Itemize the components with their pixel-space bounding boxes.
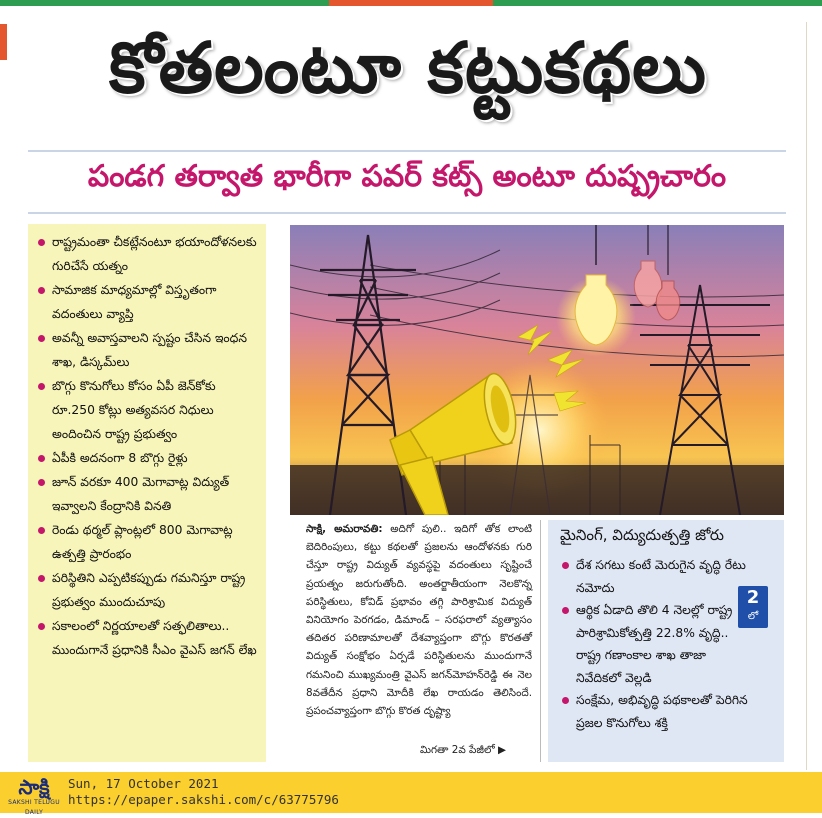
key-points-list	[28, 224, 266, 662]
footer-date: Sun, 17 October 2021	[68, 776, 219, 791]
page-badge-number: 2	[746, 587, 760, 608]
sakshi-logo	[6, 775, 62, 816]
ground	[290, 465, 784, 515]
footer-info	[68, 776, 339, 808]
key-points-box	[28, 224, 266, 762]
logo-tagline: SAKSHI TELUGU DAILY	[8, 799, 60, 816]
side-accent-bar	[0, 24, 7, 60]
footer-bar	[0, 772, 822, 816]
top-strip-segment	[329, 0, 493, 6]
continued-on-page[interactable]: మిగతా 2వ పేజీలో ▶	[420, 744, 506, 756]
footer-url[interactable]: https://epaper.sakshi.com/c/63775796	[68, 792, 339, 807]
key-point: రెండు థర్మల్ ప్లాంట్లలో 800 మెగావాట్ల ఉత్పత్తి ప్రారంభం	[36, 518, 260, 566]
key-point: పరిస్థితిని ఎప్పటికప్పుడు గమనిస్తూ రాష్ట్ర ప్రభుత్వం ముందుచూపు	[36, 566, 260, 614]
page-badge-suffix: లో	[747, 611, 759, 622]
power-lines-photo	[290, 225, 784, 515]
right-column-rule	[806, 22, 807, 770]
info-box	[548, 520, 784, 762]
subheadline: పండగ తర్వాత భారీగా పవర్ కట్స్ అంటూ దుష్ప్రచారం	[87, 159, 727, 194]
article-text: అదిగో పులి.. ఇదిగో తోక లాంటి బెదిరింపులు, కట్టు కథలతో ప్రజలను ఆందోళనకు గురి చేస్తూ రాష్ట్ర విద్యుత్ వ్యవస్థపై వదంతులు సృష్టించే ప్రయత్నం జరుగుతోంది. అంతర్జాతీయంగా నెలకొన్న పరిస్థితులు, కోవిడ్ ప్రభావం తగ్గి పారిశ్రామిక విద్యుత్ వినియోగం పెరగడం, డిమాండ్ – సరఫరాలో వ్యత్యాసం తదితర పరిణామాలతో దేశవ్యాప్తంగా బొగ్గు కొరతతో విద్యుత్ సంక్షోభం ఏర్పడే పరిస్థితులను ముందుగానే గమనించి ముఖ్యమంత్రి వైఎస్ జగన్‌మోహన్‌రెడ్డి ఈ నెల 8వతేదీన ప్రధాని మోదీకి లేఖ రాయడం తెలిసిందే. ప్రపంచవ్యాప్తంగా బొగ్గు కొరత దృష్ట్యా	[306, 523, 532, 718]
power-lines-illustration	[290, 225, 784, 515]
page-reference-badge[interactable]	[738, 586, 768, 628]
article-body	[306, 520, 532, 720]
key-point: జూన్ వరకూ 400 మెగావాట్ల విద్యుత్ ఇవ్వాలని కేంద్రానికి వినతి	[36, 470, 260, 518]
info-box-title: మైనింగ్, విద్యుదుత్పత్తి జోరు	[560, 526, 724, 544]
info-item: దేశ సగటు కంటే మెరుగైన వృద్ధి రేటు నమోదు	[562, 554, 778, 599]
key-point: ఏపీకి అదనంగా 8 బొగ్గు రైళ్లు	[36, 446, 260, 470]
headline: కోతలంటూ కట్టుకథలు	[108, 26, 707, 109]
key-point: అవన్నీ అవాస్తవాలని స్పష్టం చేసిన ఇంధన శాఖ, డిస్కమ్‌లు	[36, 326, 260, 374]
article-dateline: సాక్షి, అమరావతి:	[306, 523, 383, 535]
top-strip-segment	[493, 0, 822, 6]
key-point: బొగ్గు కొనుగోలు కోసం ఏపీ జెన్‌కోకు రూ.250 కోట్లు అత్యవసర నిధులు అందించిన రాష్ట్ర ప్రభుత్వం	[36, 374, 260, 446]
subheadline-bottom-rule	[28, 212, 786, 214]
key-point: సామాజిక మాధ్యమాల్లో విస్తృతంగా వదంతులు వ్యాప్తి	[36, 278, 260, 326]
top-color-strip	[0, 0, 822, 6]
info-item: ఆర్థిక ఏడాది తొలి 4 నెలల్లో రాష్ట్ర పారిశ్రామికోత్పత్తి 22.8% వృద్ధి.. రాష్ట్ర గణాంకాల శాఖ తాజా నివేదికలో వెల్లడి	[562, 599, 778, 689]
column-divider	[540, 520, 541, 762]
key-point: రాష్ట్రమంతా చీకట్లేనంటూ భయాందోళనలకు గురిచేసే యత్నం	[36, 230, 260, 278]
key-point: సకాలంలో నిర్ణయాలతో సత్ఫలితాలు.. ముందుగానే ప్రధానికి సీఎం వైఎస్ జగన్ లేఖ	[36, 614, 260, 662]
logo-mark: సాక్షి	[18, 775, 50, 799]
info-box-list	[548, 554, 784, 734]
info-item: సంక్షేమ, అభివృద్ధి పథకాలతో పెరిగిన ప్రజల కొనుగోలు శక్తి	[562, 689, 778, 734]
top-strip-segment	[0, 0, 329, 6]
